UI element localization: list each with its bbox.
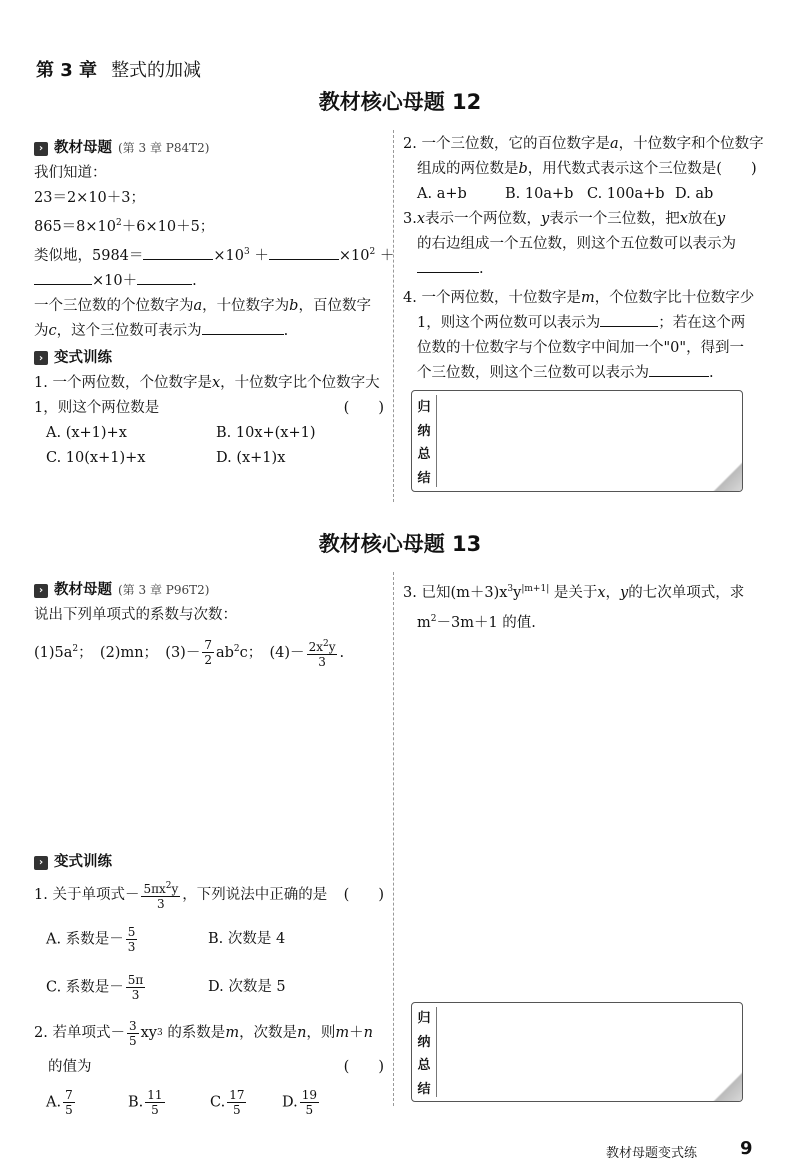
question-2-cont: 组成的两位数是b，用代数式表示这个三位数是( ) [417,161,757,177]
arrow-icon: › [34,351,48,365]
answer-blank[interactable] [649,362,709,377]
text-line: 为c，这个三位数可表示为 . [34,319,384,344]
mother-problem-heading: › 教材母题 (第 3 章 P96T2) [34,578,384,603]
answer-blank[interactable] [600,312,658,327]
options-row [403,182,763,207]
question-3-cont: $m^2-3m+1$ 的值. [417,613,536,631]
text-line: 我们知道： [34,165,107,181]
question-2: 2. 若单项式－ $\frac{3}{5}$ xy 3 的系数是 m ，次数是 n ，则 m ＋ n [34,1018,373,1048]
text-line: 一个三位数的个位数字为a，十位数字为b，百位数字 [34,297,371,314]
question-1: 1. 一个两位数，个位数字是x，十位数字比个位数字大 [34,374,380,391]
summary-box[interactable] [411,1002,743,1102]
arrow-icon: › [34,584,48,598]
answer-blank[interactable] [137,270,192,285]
question-1: 1. 关于单项式－ $\frac{5\pi x^2y}{3}$ ，下列说法中正确的是 ( ) [34,881,384,911]
option-d[interactable]: D. (x+1)x [216,449,286,466]
answer-blank[interactable] [269,245,339,260]
question-2-cont: 的值为 ( ) [34,1055,384,1080]
chapter-label: 第 3 章 [36,60,98,81]
option-d[interactable]: D. 次数是 5 [208,978,286,995]
page-number: 9 [740,1138,753,1159]
option-b[interactable]: B. 10x+(x+1) [216,424,316,441]
text-line: $865=8\times 10^2+6\times 10+5$； [34,218,215,235]
answer-paren[interactable]: ( ) [343,399,384,416]
section-12-title: 教材核心母题 12 [318,90,482,114]
question-4-cont: 个三位数，则这个三位数可以表示为 . [403,361,763,386]
option-c[interactable]: C. $\frac{17}{5}$ [210,1087,245,1117]
section-13-title: 教材核心母题 13 [318,532,482,556]
text-line: 23＝2×10＋3； [34,190,146,206]
options-row [34,421,384,446]
text-line: 说出下列单项式的系数与次数： [34,607,237,623]
variant-training-heading: › 变式训练 [34,346,384,371]
question-4: 4. 一个两位数，十位数字是m，个位数字比十位数字少 [403,290,755,306]
option-b[interactable]: B. $\frac{11}{5}$ [128,1087,163,1117]
variant-training-heading: › 变式训练 [34,850,384,875]
option-b[interactable]: B. 次数是 4 [208,930,286,947]
section-12-right [403,132,763,386]
answer-blank[interactable] [34,270,92,285]
chapter-name: 整式的加减 [111,60,202,81]
column-divider [393,572,394,1106]
answer-paren[interactable]: ( ) [343,886,384,903]
question-3: 3.x表示一个两位数，y表示一个三位数，把x放在y [403,211,726,227]
answer-blank[interactable] [417,258,479,273]
question-2: 2. 一个三位数，它的百位数字是a，十位数字和个位数字 [403,136,764,152]
option-a[interactable]: A. 系数是－ $\frac{5}{3}$ [46,924,136,954]
monomial-list: $(1)5a^2$； (2)mn； (3)－ $\frac{7}{2}$ $ab^2c$； (4)－ $\frac{2x^2y}{3}$ . [34,638,345,669]
section-12-left [34,136,395,471]
page-curl-icon [712,461,743,492]
answer-blank[interactable] [143,245,213,260]
arrow-icon: › [34,142,48,156]
question-1-cont: 1，则这个两位数是 ( ) [34,396,384,421]
page-curl-icon [712,1071,743,1102]
option-b[interactable]: B. 10a+b [505,186,574,202]
question-3-cont: . [403,257,763,282]
summary-label: 归 纳 总 结 [417,399,431,487]
option-d[interactable]: D. ab [675,186,714,202]
text-line: ×10＋ . [34,269,384,294]
option-c[interactable]: C. 10(x+1)+x [46,449,146,466]
section-13-mother [34,578,384,669]
question-4-cont: 位数的十位数字与个位数字中间加一个"0"，得到一 [417,340,745,356]
option-c[interactable]: C. 100a+b [587,186,665,202]
options-row [34,1080,384,1124]
option-c[interactable]: C. 系数是－ $\frac{5\pi}{3}$ [46,972,144,1002]
text-line: 类似地，$5984= \times 10^3 + \times 10^2$ ＋ [34,240,384,269]
option-a[interactable]: A. $\frac{7}{5}$ [46,1087,73,1117]
question-4-cont: 1，则这个两位数可以表示为 ；若在这个两 [403,311,763,336]
summary-label: 归 纳 总 结 [417,1011,431,1097]
option-a[interactable]: A. (x+1)+x [46,424,127,441]
answer-blank[interactable] [202,320,284,335]
summary-box[interactable] [411,390,743,492]
question-3: 3. 已知$(m+3)x^3y^{|m+1|}$ 是关于x，y的七次单项式，求 [403,584,745,601]
option-d[interactable]: D. $\frac{19}{5}$ [282,1087,317,1117]
answer-paren[interactable]: ( ) [343,1059,384,1075]
option-a[interactable]: A. a+b [417,186,467,202]
section-13-variants [34,850,384,1124]
footer-text: 教材母题变式练 [606,1146,698,1161]
question-3-cont: 的右边组成一个五位数，则这个五位数可以表示为 [417,236,736,252]
options-row [34,446,384,471]
section-13-right [403,576,763,636]
arrow-icon: › [34,856,48,870]
mother-problem-heading: › 教材母题 (第 3 章 P84T2) [34,136,384,161]
chapter-header [36,56,201,82]
options-row [34,963,384,1011]
column-divider [393,130,394,502]
options-row [34,915,384,963]
